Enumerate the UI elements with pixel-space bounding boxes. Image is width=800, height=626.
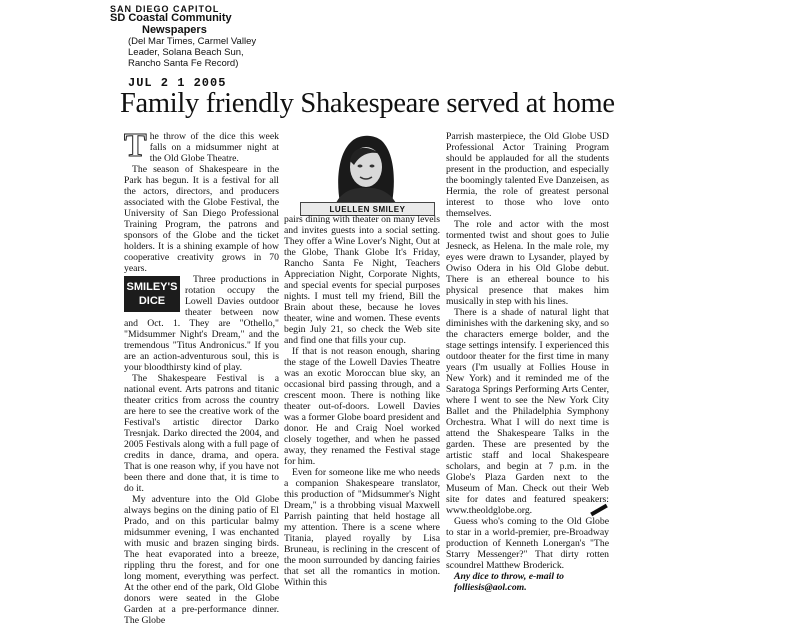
article-column-1 [124, 127, 279, 626]
masthead-line: SD Coastal Community [110, 12, 232, 24]
article-paragraph: The role and actor with the most tormented twist and shout goes to Julie Jesneck, as Helena. In the male role, my eyes were drawn to Lysander, played by Owiso Odera in his Old Globe debut. There is an ethereal bounce to his physical presence that makes him musically in step with his lines. [446, 219, 609, 307]
article-paragraph: The season of Shakespeare in the Park has begun. It is a festival for all the actors, directors, and producers associated with the Globe Festival, the University of San Diego Professional Training Program, the patrons and sponsors of the Globe and the ticket holders. It is a shining example of how cooperative creativity grows in 70 years. [124, 164, 279, 274]
columnist-photo [296, 131, 434, 203]
article-paragraph: My adventure into the Old Globe always begins on the dining patio of El Prado, and on this particular balmy midsummer evening, I was enchanted with music and brazen singing birds. The heat evaporated into a breeze, rippling thru the forest, and for one long moment, everything was perfect. At the other end of the park, Old Globe donors were seated in the Globe Garden at a pre-performance dinner. The Globe [124, 494, 279, 626]
smileys-dice-logo: SMILEY'S DICE [124, 276, 180, 312]
masthead [110, 4, 300, 69]
article-paragraph: Even for someone like me who needs a companion Shakespeare translator, this production of "Midsummer's Night Dream," is a throbbing visual Maxwell Parrish painting that held hostage all my attention. There is a scene where Titania, played royally by Lisa Bruneau, is reclining in the crescent of the moon surrounded by dancing fairies that set all the romantics in motion. Within this [284, 467, 440, 588]
article-column-3 [446, 131, 609, 593]
article-paragraph: Parrish masterpiece, the Old Globe USD Professional Actor Training Program should be applauded for all the students present in the production, and especially the boomingly talented Eve Danzeisen, as Hermia, the role of greatest personal interest to those who love onto themselves. [446, 131, 609, 219]
article-column-2 [284, 214, 440, 588]
masthead-paper-name: SAN DIEGO CAPITOL [110, 4, 220, 12]
drop-cap: T [124, 127, 147, 164]
article-paragraph: Three productions in rotation occupy the Lowell Davies outdoor theater between now and Oct. 1. They are "Othello," "Midsummer Night's Dream," and the tremendous "Titus Andronicus." If you are an action-adventurous soul, this is your bloodthirsty kind of play. [124, 274, 279, 373]
masthead-line: (Del Mar Times, Carmel Valley [128, 36, 257, 47]
date-stamp: JUL 2 1 2005 [128, 76, 227, 90]
masthead-line: Rancho Santa Fe Record) [128, 58, 239, 69]
article-paragraph: pairs dining with theater on many levels and invites guests into a social setting. They offer a Wine Lover's Night, Out at the Globe, Thank Globe It's Friday, Rancho Santa Fe Night, Teachers Appreciation Night, Corporate Nights, and special events for special purposes nights. I must tell my friend, Bill the Brain about these, because he loves theater, wine and women. These events begin July 21, so check the Web site and find one that fills your cup. [284, 214, 440, 346]
article-paragraph: There is a shade of natural light that diminishes with the darkening sky, and so the characters emerge bolder, and the stage settings intensify. I experienced this outdoor theater for the first time in many years (I'm usually at Follies House in New York) and it reminded me of the Saratoga Springs Performing Arts Center, where I went to see the New York City Ballet and the Philadelphia Symphony Orchestra. What I will do next time is attend the Shakespeare Talks in the garden. These are presented by the artistic staff and local Shakespeare scholars, and begin at 7 p.m. in the Globe's Plaza Garden next to the Museum of Man. Check out their Web site for dates and featured speakers: www.theoldglobe.org. [446, 307, 609, 516]
article-paragraph: Guess who's coming to the Old Globe to star in a world-premier, pre-Broadway production of Kenneth Lonergan's "The Starry Messenger?" That dirty rotten scoundrel Matthew Broderick. [446, 516, 609, 571]
article-paragraph: The throw of the dice this week falls on a midsummer night at the Old Globe Theatre. [124, 127, 279, 164]
masthead-line: Leader, Solana Beach Sun, [128, 47, 244, 58]
author-email: folliesis@aol.com. [454, 582, 527, 593]
masthead-line: Newspapers [142, 24, 207, 36]
author-signoff: Any dice to throw, e-mail to [454, 571, 564, 582]
woman-portrait-icon [296, 131, 434, 203]
headline: Family friendly Shakespeare served at home [120, 88, 615, 119]
photo-caption: LUELLEN SMILEY [300, 202, 435, 216]
article-paragraph: The Shakespeare Festival is a national event. Arts patrons and titanic theater critics from across the country are here to see the creative work of the Festival's artistic director Darko Tresnjak. Darko directed the 2004, and 2005 Festivals along with a full page of credits in dance, drama, and opera. That is one reason why, if you have not been there and done that, it is time to do it. [124, 373, 279, 494]
article-paragraph: If that is not reason enough, sharing the stage of the Lowell Davies Theatre was an exotic Moroccan blue sky, an occasional bird passing through, and a crescent moon. There is nothing like theater out-of-doors. Lowell Davies was a former Globe board president and donor. He and Craig Noel worked closely together, and when he passed away, they renamed the Festival stage for him. [284, 346, 440, 467]
